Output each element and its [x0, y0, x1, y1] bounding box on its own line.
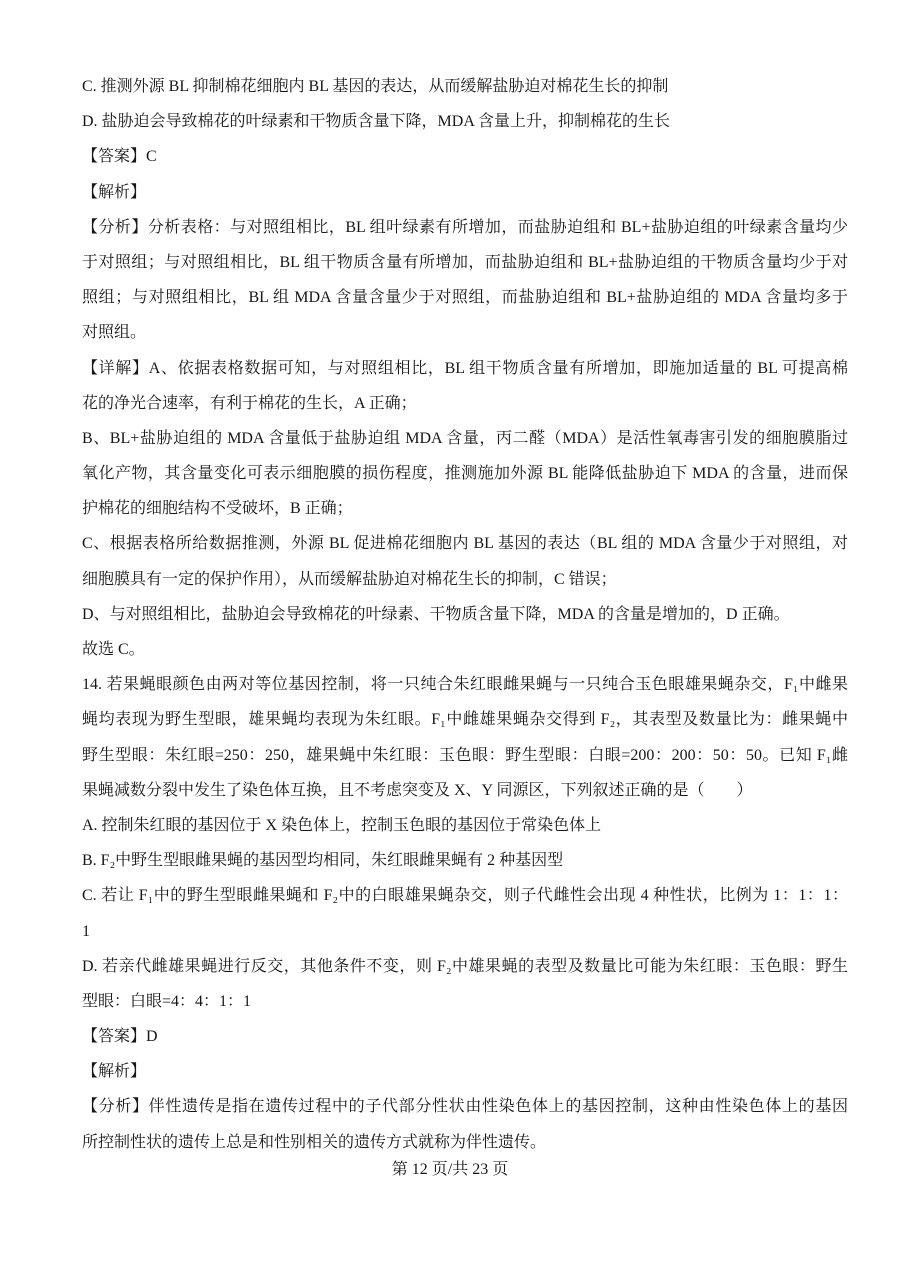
text-line: 果蝇减数分裂中发生了染色体互换，且不考虑突变及 X、Y 同源区，下列叙述正确的是（ ）: [82, 781, 753, 799]
text-line: 【答案】D: [82, 1028, 158, 1046]
text-line: 野生型眼：朱红眼=250：250，雄果蝇中朱红眼：玉色眼：野生型眼：白眼=200：200：50：50。已知 F₁雌: [82, 746, 848, 764]
q14-option-d: [82, 949, 848, 1019]
q13-overview: [82, 210, 848, 351]
text-line: C. 若让 F₁中的野生型眼雌果蝇和 F₂中的白眼雄果蝇杂交，则子代雌性会出现 4 种性状，比例为 1：1：1：: [82, 887, 848, 905]
text-line: 【答案】C: [82, 148, 157, 166]
text-line: 14. 若果蝇眼颜色由两对等位基因控制，将一只纯合朱红眼雌果蝇与一只纯合玉色眼雄果蝇杂交，F₁中雌果: [82, 676, 848, 694]
q13-detail-b: [82, 421, 848, 527]
q13-conclusion: [82, 632, 848, 667]
text-line: 蝇均表现为野生型眼，雄果蝇均表现为朱红眼。F₁中雌雄果蝇杂交得到 F₂，其表型及数量比为：雌果蝇中: [82, 711, 848, 729]
q14-overview: [82, 1089, 848, 1159]
text-line: 【详解】A、依据表格数据可知，与对照组相比，BL 组干物质含量有所增加，即施加适量的 BL 可提高棉: [82, 359, 848, 377]
q14-option-b: [82, 843, 848, 878]
text-line: C、根据表格所给数据推测，外源 BL 促进棉花细胞内 BL 基因的表达（BL 组的 MDA 含量少于对照组，对: [82, 535, 848, 553]
text-line: D. 若亲代雌雄果蝇进行反交，其他条件不变，则 F₂中雄果蝇的表型及数量比可能为朱红眼：玉色眼：野生: [82, 957, 848, 975]
q14-stem: [82, 667, 848, 808]
text-line: 氧化产物，其含量变化可表示细胞膜的损伤程度，推测施加外源 BL 能降低盐胁迫下 MDA 的含量，进而保: [82, 465, 848, 483]
text-line: 花的净光合速率，有利于棉花的生长，A 正确；: [82, 394, 417, 412]
text-line: 对照组。: [82, 324, 147, 342]
text-line: 【解析】: [82, 183, 147, 201]
text-line: 【解析】: [82, 1063, 147, 1081]
q13-answer: [82, 139, 848, 174]
q13-detail-a: [82, 351, 848, 421]
text-line: B. F₂中野生型眼雌果蝇的基因型均相同，朱红眼雌果蝇有 2 种基因型: [82, 852, 564, 870]
text-line: 【分析】分析表格：与对照组相比，BL 组叶绿素有所增加，而盐胁迫组和 BL+盐胁迫组的叶绿素含量均少: [82, 218, 848, 236]
q13-analysis-label: [82, 175, 848, 210]
q14-analysis-label: [82, 1054, 848, 1089]
text-line: 护棉花的细胞结构不受破坏，B 正确；: [82, 500, 353, 518]
document-body: [82, 69, 848, 1160]
q13-option-c: [82, 69, 848, 104]
text-line: D、与对照组相比，盐胁迫会导致棉花的叶绿素、干物质含量下降，MDA 的含量是增加的，D 正确。: [82, 605, 790, 623]
text-line: 所控制性状的遗传上总是和性别相关的遗传方式就称为伴性遗传。: [82, 1133, 547, 1151]
text-line: A. 控制朱红眼的基因位于 X 染色体上，控制玉色眼的基因位于常染色体上: [82, 816, 602, 834]
text-line: D. 盐胁迫会导致棉花的叶绿素和干物质含量下降，MDA 含量上升，抑制棉花的生长: [82, 113, 671, 131]
text-line: 【分析】伴性遗传是指在遗传过程中的子代部分性状由性染色体上的基因控制，这种由性染色体上的基因: [82, 1098, 848, 1116]
text-line: 于对照组；与对照组相比，BL 组干物质含量有所增加，而盐胁迫组和 BL+盐胁迫组的干物质含量均少于对: [82, 253, 848, 271]
text-line: 1: [82, 922, 90, 940]
text-line: B、BL+盐胁迫组的 MDA 含量低于盐胁迫组 MDA 含量，丙二醛（MDA）是活性氧毒害引发的细胞膜脂过: [82, 429, 848, 447]
text-line: 照组；与对照组相比，BL 组 MDA 含量含量少于对照组，而盐胁迫组和 BL+盐胁迫组的 MDA 含量均多于: [82, 289, 848, 307]
q14-answer: [82, 1019, 848, 1054]
text-line: 细胞膜具有一定的保护作用），从而缓解盐胁迫对棉花生长的抑制，C 错误；: [82, 570, 617, 588]
text-line: 故选 C。: [82, 641, 145, 658]
q14-option-a: [82, 808, 848, 843]
text-line: C. 推测外源 BL 抑制棉花细胞内 BL 基因的表达，从而缓解盐胁迫对棉花生长的抑制: [82, 78, 669, 95]
text-line: 型眼：白眼=4：4：1：1: [82, 992, 252, 1010]
q13-detail-c: [82, 526, 848, 596]
page-number: 第 12 页/共 23 页: [391, 1161, 509, 1178]
q13-detail-d: [82, 597, 848, 632]
q13-option-d: [82, 104, 848, 139]
q14-option-c: [82, 878, 848, 948]
